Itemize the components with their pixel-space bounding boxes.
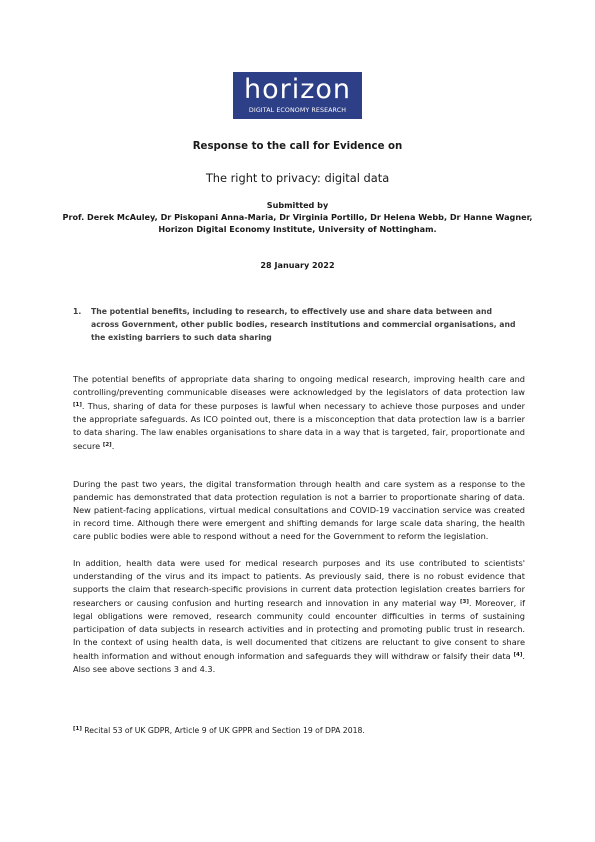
document-date: 28 January 2022 <box>260 260 335 270</box>
footnote-ref-1[interactable]: [1] <box>73 402 82 408</box>
question-number: 1. <box>73 307 82 316</box>
footnote <box>73 723 525 737</box>
paragraph-1-part-a: The potential benefits of appropriate data sharing to ongoing medical research, improving health care and controlling/preventing communicable diseases were acknowledged by the legislators of data protection law <box>73 374 525 397</box>
footnote-text: Recital 53 of UK GDPR, Article 9 of UK GPPR and Section 19 of DPA 2018. <box>81 726 365 735</box>
paragraph-1-part-b: . Thus, sharing of data for these purposes is lawful when necessary to achieve those purposes and under the appropriate safeguards. As ICO pointed out, there is a misconception that data protection law is a barrier to data sharing. The law enables organisations to share data in a way that is targeted, fair, proportionate and secure <box>73 401 525 451</box>
footnote-ref-3[interactable]: [3] <box>459 599 469 605</box>
document-title: Response to the call for Evidence on <box>192 141 403 152</box>
paragraph-3-part-a: In addition, health data were used for medical research purposes and its use contributed to scientists' understanding of the virus and its impact to patients. As previously said, there is no robust evidence that supports the claim that research-specific provisions in current data protection legislation creates barriers for researchers or causing confusion and hurting research and innovation in any material way <box>73 558 525 608</box>
paragraph-3-part-c: . Also see above sections 3 and 4.3. <box>73 651 525 674</box>
horizon-logo <box>233 72 362 119</box>
paragraph-3-part-b: . Moreover, if legal obligations were removed, research community could encounter difficulties in terms of sustaining participation of data subjects in research activities and in protecting and promoting public trust in research. In the context of using health data, is well documented that citizens are reluctant to give consent to share health information and without enough information and safeguards they will withdraw or falsify their data <box>73 598 526 661</box>
footnote-marker: [1] <box>73 726 82 732</box>
paragraph-1-part-c: . <box>111 441 115 451</box>
logo-banner <box>233 72 362 119</box>
author-list: Prof. Derek McAuley, Dr Piskopani Anna-Maria, Dr Virginia Portillo, Dr Helena Webb, Dr Hanne Wagner, Horizon Digital Economy Institute, University of Nottingham. <box>62 212 533 234</box>
logo-word: horizon <box>243 74 352 105</box>
footnote-ref-4[interactable]: [4] <box>513 652 523 658</box>
paragraph-1 <box>73 373 525 453</box>
footnote-ref-2[interactable]: [2] <box>102 442 112 448</box>
logo-tagline: DIGITAL ECONOMY RESEARCH <box>248 107 347 114</box>
question-text: The potential benefits, including to research, to effectively use and share data between and across Government, other public bodies, research institutions and commercial organisations, and the existing barriers to such data sharing <box>91 307 516 342</box>
paragraph-3 <box>73 557 525 676</box>
submitted-by-label: Submitted by <box>266 200 329 210</box>
paragraph-2: During the past two years, the digital transformation through health and care system as a response to the pandemic has demonstrated that data protection regulation is not a barrier to proportionate sharing of data. New patient-facing applications, virtual medical consultations and COVID-19 vaccination service was created in record time. Although there were emergent and shifting demands for large scale data sharing, the health care public bodies were able to respond without a need for the Government to reform the legislation. <box>73 479 525 541</box>
document-subtitle: The right to privacy: digital data <box>205 171 390 185</box>
